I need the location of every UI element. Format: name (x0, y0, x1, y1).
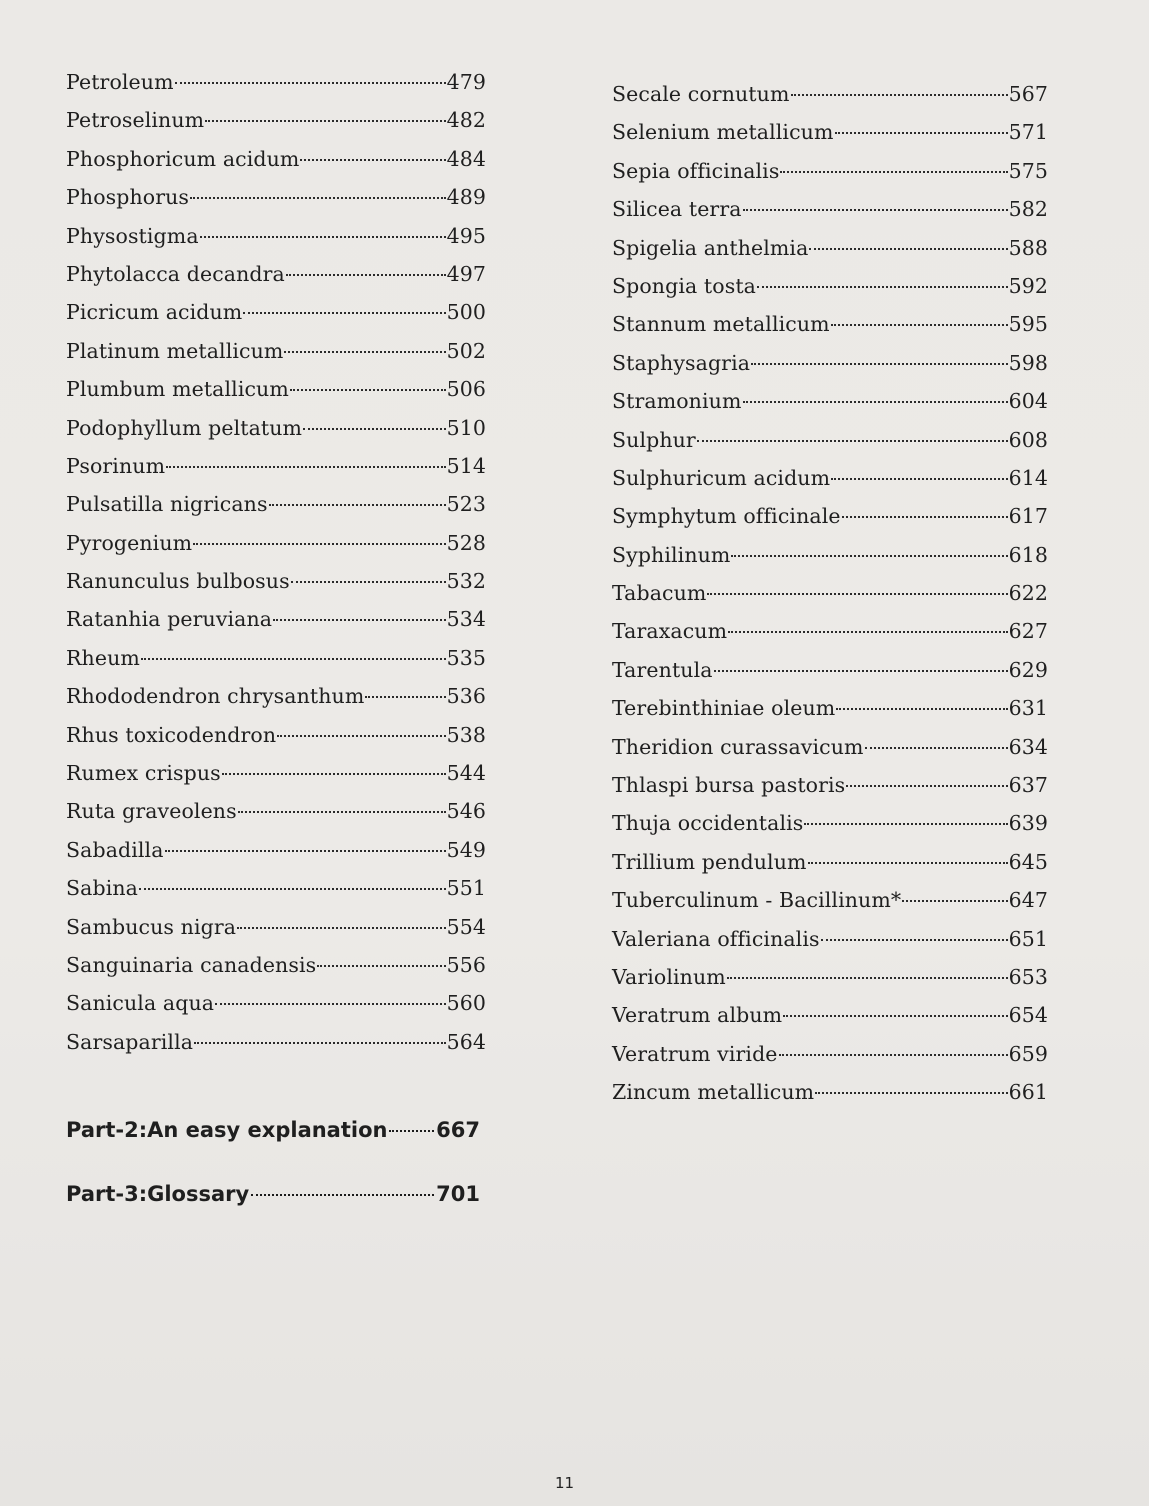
toc-entry (612, 466, 1048, 504)
remedy-name: Selenium metallicum (612, 120, 834, 145)
dot-leader (780, 171, 1007, 173)
remedy-name: Thuja occidentalis (612, 811, 804, 836)
toc-entry (612, 1003, 1048, 1041)
toc-entry (66, 300, 486, 338)
toc-entry (612, 927, 1048, 965)
remedy-page: 484 (446, 146, 486, 171)
dot-leader (728, 631, 1007, 633)
remedy-name: Sabadilla (66, 837, 164, 862)
remedy-name: Tuberculinum - Bacillinum* (612, 888, 902, 913)
remedy-name: Ratanhia peruviana (66, 607, 273, 632)
remedy-name: Valeriana officinalis (612, 926, 820, 951)
remedy-name: Veratrum album (612, 1003, 783, 1028)
dot-leader (743, 209, 1008, 211)
remedy-page: 647 (1008, 888, 1048, 913)
dot-leader (222, 773, 446, 775)
remedy-page: 482 (446, 108, 486, 133)
toc-entry (612, 504, 1048, 542)
toc-entry (66, 569, 486, 607)
remedy-page: 479 (446, 70, 486, 94)
toc-entry (66, 108, 486, 146)
dot-leader (269, 504, 446, 506)
remedy-name: Pulsatilla nigricans (66, 492, 268, 517)
dot-leader (303, 428, 445, 430)
dot-leader (290, 389, 446, 391)
remedy-name: Pyrogenium (66, 530, 193, 555)
remedy-name: Petroleum (66, 70, 174, 94)
toc-entry (66, 953, 486, 991)
toc-entry (612, 1080, 1048, 1118)
page-number: 11 (555, 1474, 575, 1492)
toc-entry (66, 339, 486, 377)
remedy-page: 582 (1008, 197, 1048, 222)
remedy-page: 495 (446, 223, 486, 248)
toc-entry (612, 236, 1048, 274)
remedy-name: Picricum acidum (66, 300, 243, 325)
dot-leader (284, 351, 445, 353)
toc-entry (612, 1042, 1048, 1080)
dot-leader (846, 785, 1007, 787)
part-3-page: 701 (436, 1182, 480, 1206)
dot-leader (141, 658, 446, 660)
remedy-page: 575 (1008, 158, 1048, 183)
remedy-page: 567 (1008, 82, 1048, 106)
remedy-page: 604 (1008, 389, 1048, 414)
remedy-name: Ruta graveolens (66, 799, 237, 824)
toc-entry (612, 658, 1048, 696)
remedy-page: 536 (446, 684, 486, 709)
remedy-page: 637 (1008, 773, 1048, 798)
remedy-page: 489 (446, 185, 486, 210)
remedy-page: 631 (1008, 696, 1048, 721)
remedy-page: 556 (446, 952, 486, 977)
dot-leader (200, 236, 446, 238)
remedy-page: 627 (1008, 619, 1048, 644)
remedy-name: Tabacum (612, 581, 707, 606)
dot-leader (865, 747, 1008, 749)
remedy-name: Tarentula (612, 657, 713, 682)
remedy-page: 598 (1008, 350, 1048, 375)
remedy-page: 506 (446, 377, 486, 402)
remedy-page: 551 (446, 876, 486, 901)
remedy-name: Podophyllum peltatum (66, 415, 303, 440)
remedy-name: Rheum (66, 645, 140, 670)
dot-leader (277, 735, 445, 737)
dot-leader (831, 478, 1007, 480)
toc-entry (66, 646, 486, 684)
remedy-name: Silicea terra (612, 197, 742, 222)
dot-leader (243, 312, 445, 314)
dot-leader (831, 324, 1008, 326)
toc-entry (612, 735, 1048, 773)
toc-entry (612, 619, 1048, 657)
remedy-name: Sabina (66, 876, 138, 901)
toc-entry (66, 454, 486, 492)
dot-leader (317, 965, 445, 967)
dot-leader (286, 274, 446, 276)
remedy-name: Platinum metallicum (66, 338, 284, 363)
toc-entry (66, 1030, 486, 1068)
remedy-page: 500 (446, 300, 486, 325)
remedy-name: Rhododendron chrysanthum (66, 684, 365, 709)
remedy-page: 502 (446, 338, 486, 363)
dot-leader (697, 440, 1008, 442)
dot-leader (821, 939, 1008, 941)
dot-leader (779, 1054, 1008, 1056)
remedy-name: Psorinum (66, 453, 166, 478)
dot-leader (291, 581, 446, 583)
toc-entry (612, 389, 1048, 427)
remedy-name: Spigelia anthelmia (612, 235, 809, 260)
dot-leader (707, 593, 1007, 595)
remedy-page: 639 (1008, 811, 1048, 836)
remedy-name: Terebinthiniae oleum (612, 696, 836, 721)
remedy-name: Plumbum metallicum (66, 377, 289, 402)
dot-leader (714, 670, 1008, 672)
dot-leader (808, 862, 1008, 864)
remedy-page: 654 (1008, 1003, 1048, 1028)
remedy-page: 549 (446, 837, 486, 862)
dot-leader (237, 927, 446, 929)
remedy-name: Variolinum (612, 964, 726, 989)
dot-leader (809, 248, 1007, 250)
remedy-page: 659 (1008, 1041, 1048, 1066)
remedy-name: Trillium pendulum (612, 849, 807, 874)
toc-entry (612, 696, 1048, 734)
toc-entry (612, 351, 1048, 389)
remedy-name: Ranunculus bulbosus (66, 569, 290, 594)
toc-entry (612, 428, 1048, 466)
dot-leader (166, 466, 445, 468)
remedy-page: 546 (446, 799, 486, 824)
remedy-name: Sulphuricum acidum (612, 465, 831, 490)
remedy-name: Rhus toxicodendron (66, 722, 277, 747)
dot-leader (731, 555, 1007, 557)
dot-leader (836, 708, 1007, 710)
remedy-name: Spongia tosta (612, 273, 756, 298)
toc-entry (66, 991, 486, 1029)
dot-leader (139, 888, 446, 890)
remedy-page: 614 (1008, 465, 1048, 490)
toc-entry (66, 70, 486, 108)
part-2-label: Part-2:An easy explanation (66, 1118, 388, 1142)
remedy-name: Symphytum officinale (612, 504, 841, 529)
toc-right-column (612, 82, 1048, 1119)
remedy-name: Secale cornutum (612, 82, 790, 106)
toc-part-3-entry (66, 1182, 480, 1206)
toc-entry (612, 159, 1048, 197)
dot-leader (273, 619, 445, 621)
toc-entry (66, 185, 486, 223)
remedy-page: 571 (1008, 120, 1048, 145)
part-3-label: Part-3:Glossary (66, 1182, 250, 1206)
dot-leader (215, 1003, 445, 1005)
dot-leader (300, 159, 445, 161)
toc-entry (612, 850, 1048, 888)
dot-leader (757, 286, 1008, 288)
remedy-page: 523 (446, 492, 486, 517)
toc-entry (66, 492, 486, 530)
remedy-name: Zincum metallicum (612, 1080, 815, 1105)
dot-leader (743, 401, 1008, 403)
remedy-page: 634 (1008, 734, 1048, 759)
remedy-page: 651 (1008, 926, 1048, 951)
dot-leader (251, 1194, 434, 1196)
remedy-name: Taraxacum (612, 619, 728, 644)
toc-entry (612, 965, 1048, 1003)
dot-leader (190, 197, 446, 199)
remedy-name: Physostigma (66, 223, 199, 248)
toc-entry (612, 888, 1048, 926)
remedy-page: 514 (446, 453, 486, 478)
toc-entry (66, 761, 486, 799)
remedy-page: 608 (1008, 427, 1048, 452)
dot-leader (165, 850, 446, 852)
toc-entry (612, 120, 1048, 158)
toc-entry (612, 197, 1048, 235)
toc-entry (66, 723, 486, 761)
remedy-name: Sanguinaria canadensis (66, 952, 317, 977)
remedy-page: 645 (1008, 849, 1048, 874)
remedy-name: Sanicula aqua (66, 991, 215, 1016)
remedy-name: Theridion curassavicum (612, 734, 864, 759)
toc-entry (66, 876, 486, 914)
toc-entry (66, 224, 486, 262)
remedy-page: 595 (1008, 312, 1048, 337)
toc-entry (612, 811, 1048, 849)
dot-leader (193, 543, 445, 545)
dot-leader (804, 823, 1007, 825)
remedy-page: 532 (446, 569, 486, 594)
remedy-page: 617 (1008, 504, 1048, 529)
remedy-name: Sambucus nigra (66, 914, 237, 939)
remedy-name: Sepia officinalis (612, 158, 780, 183)
toc-entry (612, 581, 1048, 619)
remedy-page: 661 (1008, 1080, 1048, 1105)
remedy-page: 535 (446, 645, 486, 670)
remedy-page: 629 (1008, 657, 1048, 682)
toc-entry (612, 773, 1048, 811)
dot-leader (389, 1130, 434, 1132)
dot-leader (175, 82, 446, 84)
remedy-page: 564 (446, 1029, 486, 1054)
remedy-name: Staphysagria (612, 350, 751, 375)
toc-entry (66, 147, 486, 185)
remedy-page: 534 (446, 607, 486, 632)
remedy-name: Sulphur (612, 427, 696, 452)
remedy-name: Veratrum viride (612, 1041, 778, 1066)
dot-leader (902, 900, 1007, 902)
remedy-name: Stannum metallicum (612, 312, 830, 337)
remedy-name: Stramonium (612, 389, 742, 414)
remedy-page: 538 (446, 722, 486, 747)
remedy-page: 528 (446, 530, 486, 555)
dot-leader (791, 94, 1008, 96)
dot-leader (205, 120, 445, 122)
remedy-name: Phosphorus (66, 185, 190, 210)
remedy-page: 510 (446, 415, 486, 440)
dot-leader (751, 363, 1008, 365)
remedy-name: Rumex crispus (66, 761, 221, 786)
remedy-page: 653 (1008, 964, 1048, 989)
remedy-page: 592 (1008, 273, 1048, 298)
toc-entry (612, 82, 1048, 120)
toc-entry (66, 684, 486, 722)
toc-entry (66, 416, 486, 454)
remedy-page: 560 (446, 991, 486, 1016)
toc-part-2-entry (66, 1118, 480, 1142)
dot-leader (783, 1015, 1007, 1017)
dot-leader (815, 1092, 1007, 1094)
dot-leader (842, 516, 1008, 518)
dot-leader (194, 1042, 446, 1044)
dot-leader (365, 696, 445, 698)
remedy-page: 618 (1008, 542, 1048, 567)
remedy-name: Petroselinum (66, 108, 205, 133)
remedy-page: 554 (446, 914, 486, 939)
remedy-page: 544 (446, 761, 486, 786)
toc-entry (66, 262, 486, 300)
remedy-name: Syphilinum (612, 542, 731, 567)
toc-entry (66, 915, 486, 953)
dot-leader (727, 977, 1008, 979)
toc-entry (612, 274, 1048, 312)
remedy-name: Phosphoricum acidum (66, 146, 300, 171)
dot-leader (835, 132, 1008, 134)
toc-left-column (66, 70, 486, 1068)
toc-entry (66, 607, 486, 645)
toc-entry (66, 838, 486, 876)
dot-leader (238, 811, 446, 813)
remedy-name: Sarsaparilla (66, 1029, 194, 1054)
remedy-name: Thlaspi bursa pastoris (612, 773, 846, 798)
remedy-page: 622 (1008, 581, 1048, 606)
toc-entry (66, 377, 486, 415)
toc-entry (66, 799, 486, 837)
part-2-page: 667 (436, 1118, 480, 1142)
remedy-page: 588 (1008, 235, 1048, 260)
toc-entry (66, 531, 486, 569)
toc-entry (612, 543, 1048, 581)
remedy-page: 497 (446, 261, 486, 286)
toc-entry (612, 312, 1048, 350)
remedy-name: Phytolacca decandra (66, 261, 285, 286)
